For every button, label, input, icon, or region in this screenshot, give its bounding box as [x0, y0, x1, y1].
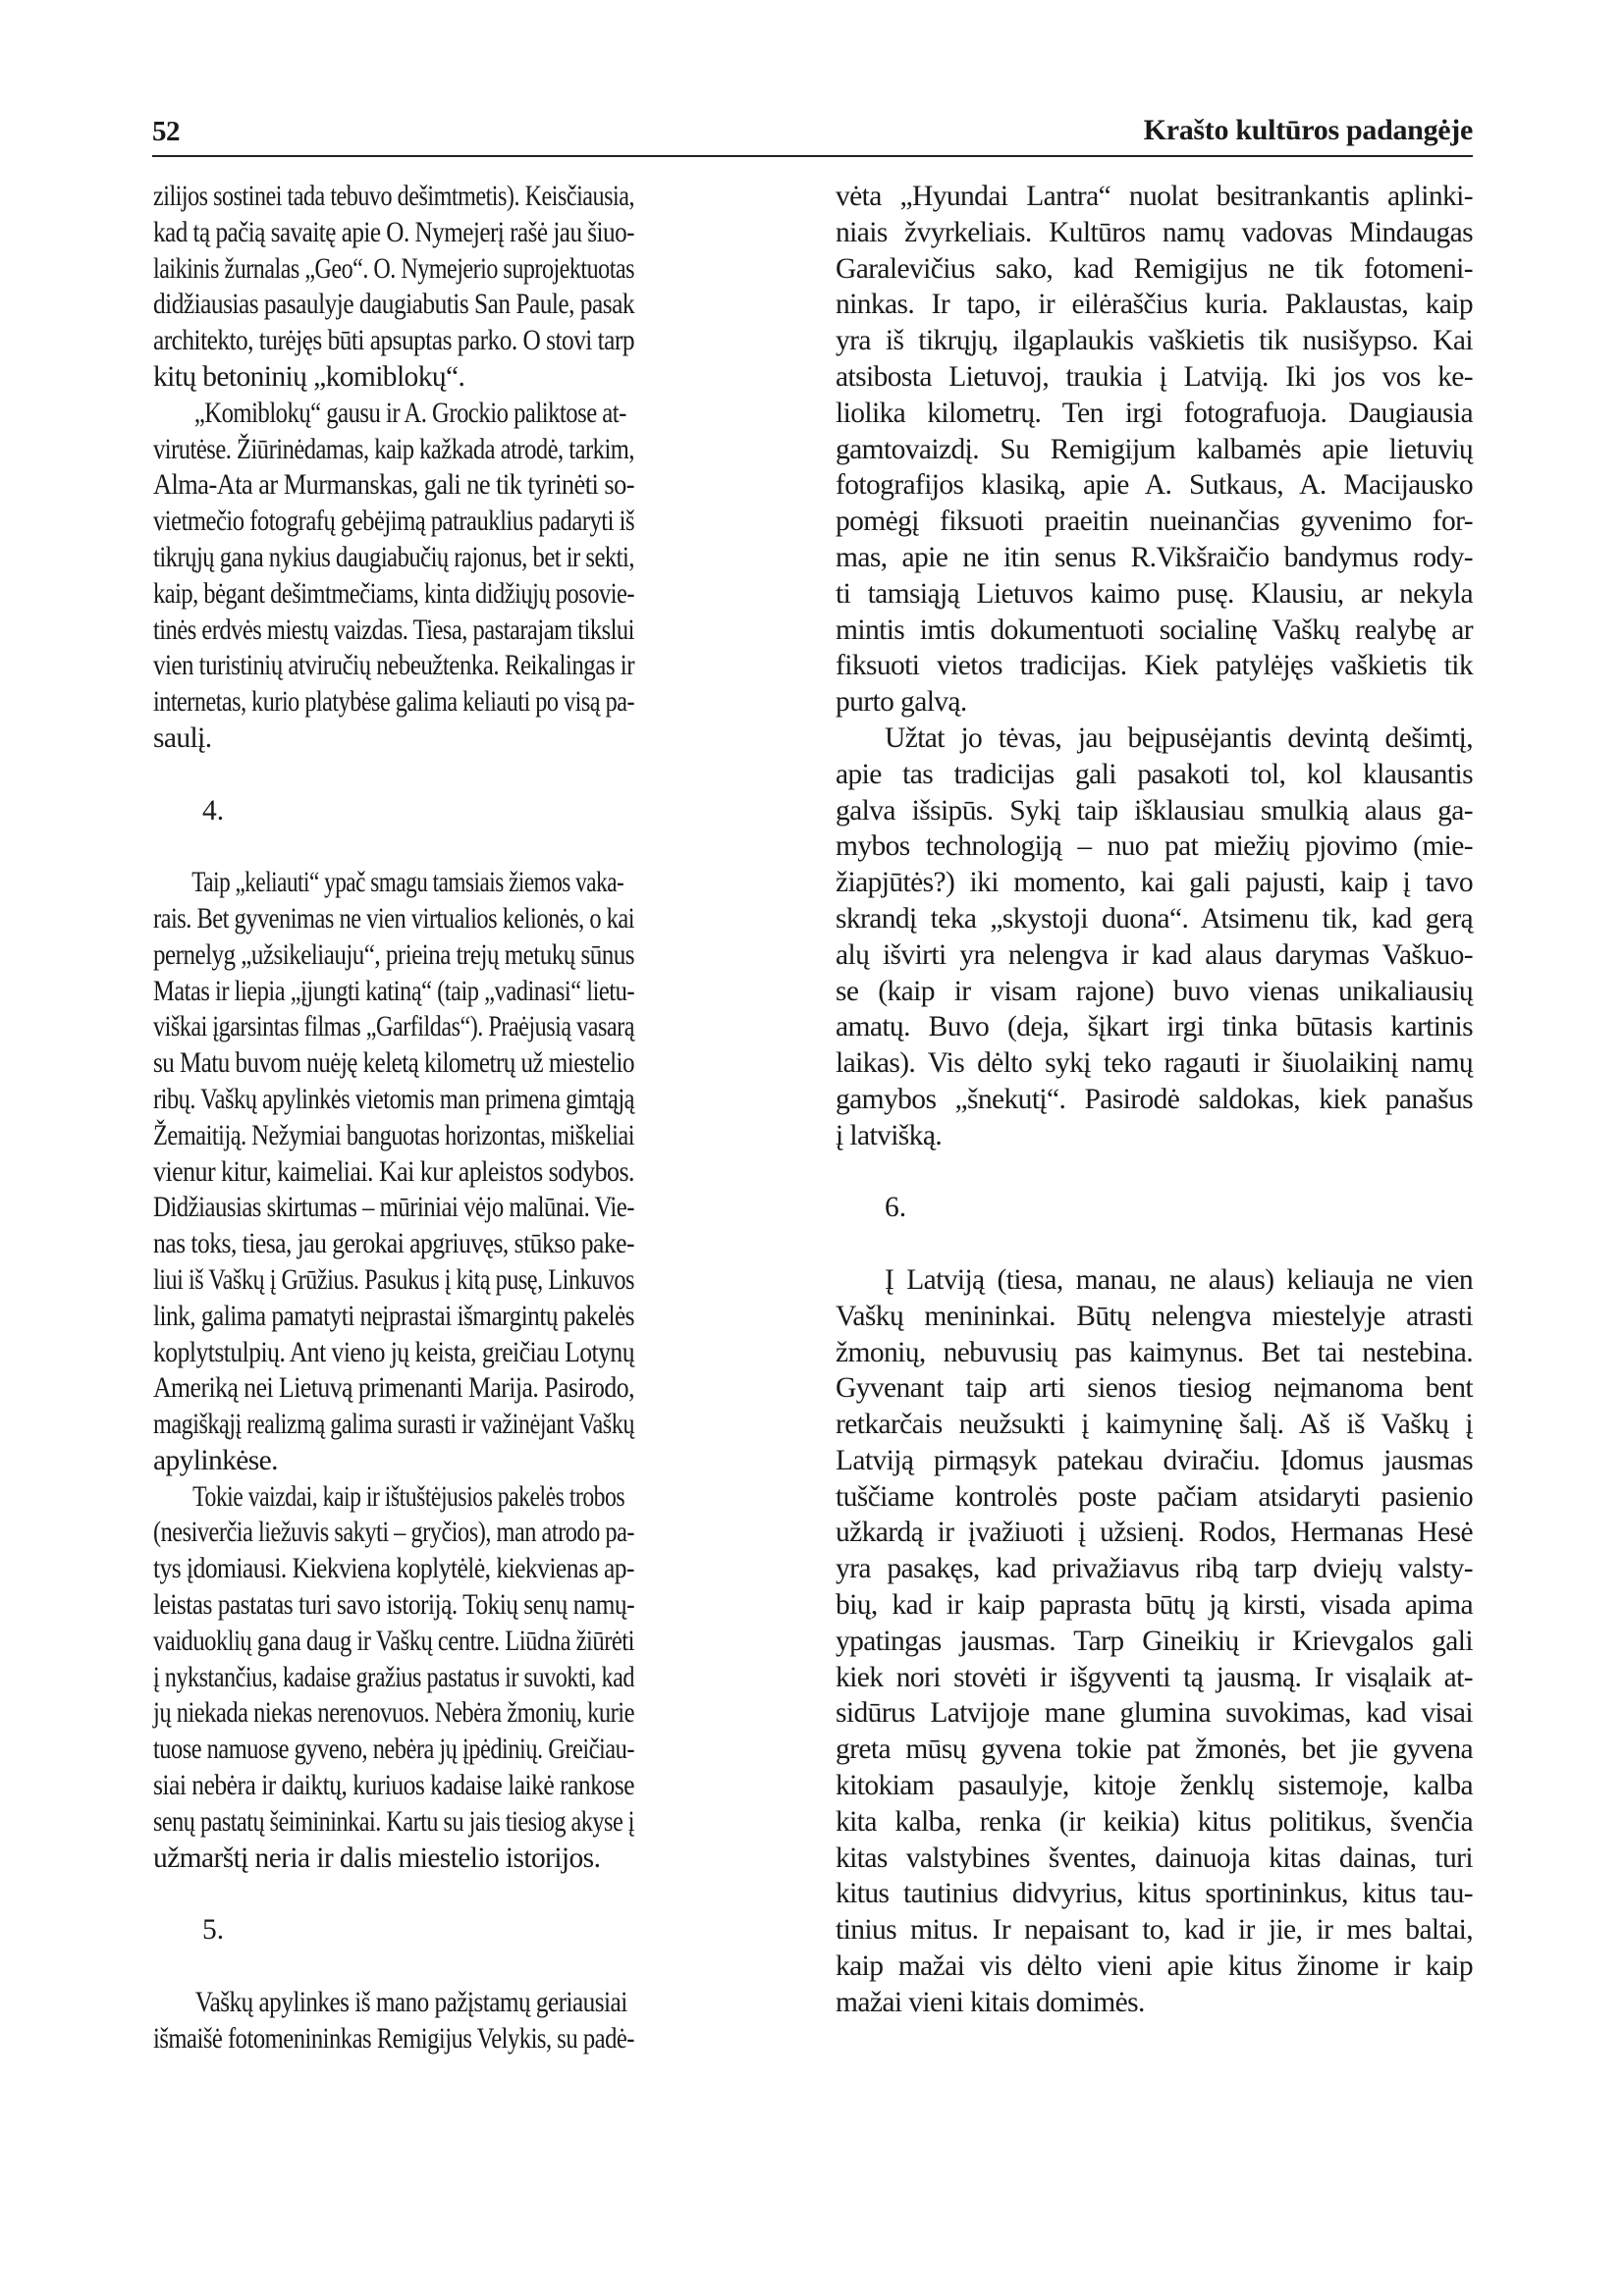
spacer [153, 757, 634, 793]
text-line: Tokie vaizdai, kaip ir ištuštėjusios pakelės trobos [192, 1480, 625, 1513]
text-line: kitus tautinius didvyrius, kitus sportininkus, kitus tau- [836, 1878, 1473, 1910]
text-line: į nykstančius, kadaise gražius pastatus ir suvokti, kad [153, 1661, 634, 1693]
text-line: skrandį teka „skystoji duona“. Atsimenu tik, kad gerą [836, 902, 1473, 934]
section-number-6: 6. [885, 1192, 907, 1224]
paragraph [153, 1479, 634, 1877]
text-line: Latviją pirmąsyk patekau dviračiu. Įdomus jausmas [836, 1444, 1473, 1476]
spacer [836, 1154, 1473, 1191]
text-line: Vaškų apylinkes iš mano pažįstamų geriausiai [194, 1986, 627, 2018]
text-line: architekto, turėjęs būti apsuptas parko. O stovi tarp [153, 325, 634, 357]
text-line: se (kaip ir visam rajone) buvo vienas unikaliausių [836, 975, 1473, 1007]
text-line: jų niekada niekas nerenovuos. Nebėra žmonių, kurie [153, 1697, 635, 1730]
text-line: ribų. Vaškų apylinkės vietomis man primena gimtąją [153, 1083, 635, 1115]
text-line: Taip „keliauti“ ypač smagu tamsiais žiemos vaka- [191, 867, 624, 899]
text-line: zilijos sostinei tada tebuvo dešimtmetis). Keisčiausia, [153, 181, 635, 212]
text-line: bių, kad ir kaip paprasta būtų ją kirsti, visada apima [836, 1589, 1473, 1622]
text-line: koplytstulpių. Ant vieno jų keista, greičiau Lotynų [153, 1336, 634, 1368]
text-line: retkarčais neužsukti į kaimyninę šalį. Aš iš Vaškų į [836, 1409, 1473, 1441]
paragraph [153, 1985, 634, 2057]
text-line: galva išsipūs. Sykį taip išklausiau smulkią alaus ga- [836, 794, 1473, 827]
text-line: žiapjūtės?) iki momento, kai gali pajusti, kaip į tavo [836, 867, 1473, 899]
text-line: link, galima pamatyti neįprastai išmargintų pakelės [153, 1300, 634, 1332]
text-line: vaiduoklių gana daug ir Vaškų centre. Liūdna žiūrėti [153, 1625, 634, 1657]
text-line: kitų betoninių „komiblokų“. [153, 360, 465, 393]
text-line: kitokiam pasaulyje, kitoje ženklų sistemoje, kalba [836, 1770, 1473, 1802]
text-line: ninkas. Ir tapo, ir eilėraščius kuria. Paklaustas, kaip [836, 289, 1473, 321]
spacer [153, 828, 634, 865]
text-line: ypatingas jausmas. Tarp Gineikių ir Krievgalos gali [836, 1625, 1473, 1657]
text-line: žmonių, nebuvusių pas kaimynus. Bet tai nestebina. [836, 1336, 1473, 1368]
paragraph [836, 1262, 1473, 2021]
text-line: (nesiverčia liežuvis sakyti – gryčios), man atrodo pa- [153, 1517, 635, 1549]
text-line: alų išvirti yra nelengva ir kad alaus darymas Vaškuo- [836, 938, 1473, 971]
text-line: mas, apie ne itin senus R.Vikšraičio bandymus rody- [836, 541, 1473, 573]
text-line: tikrųjų gana nykius daugiabučių rajonus, bet ir sekti, [153, 541, 634, 573]
spacer [153, 1876, 634, 1912]
text-line: Vaškų menininkai. Būtų nelengva miestelyje atrasti [836, 1300, 1473, 1332]
text-line: fotografijos klasiką, apie A. Sutkaus, A. Macijausko [836, 469, 1473, 502]
text-line: Matas ir liepia „įjungti katiną“ (taip „vadinasi“ lietu- [153, 975, 634, 1007]
text-line: virutėse. Žiūrinėdamas, kaip kažkada atrodė, tarkim, [153, 433, 635, 465]
text-line: greta mūsų gyvena tokie pat žmonės, bet jie gyvena [836, 1734, 1473, 1766]
text-line: gamybos „šnekutį“. Pasirodė saldokas, kiek panašus [836, 1083, 1473, 1115]
paragraph [153, 396, 634, 757]
text-line: internetas, kurio platybėse galima keliauti po visą pa- [153, 686, 635, 719]
text-line: Ameriką nei Lietuvą primenanti Marija. Pasirodo, [153, 1372, 634, 1405]
text-line: kaip mažai vis dėlto vieni apie kitus žinome ir kaip [836, 1950, 1473, 1983]
text-line: didžiausias pasaulyje daugiabutis San Paule, pasak [153, 289, 635, 321]
text-line: Užtat jo tėvas, jau beįpusėjantis devintą dešimtį, [885, 721, 1473, 754]
text-line: kiek nori stovėti ir išgyventi tą jausmą. Ir visąlaik at- [836, 1661, 1473, 1693]
text-line: kaip, bėgant dešimtmečiams, kinta didžiųjų posovie- [153, 577, 635, 610]
running-title: Krašto kultūros padangėje [1143, 114, 1473, 146]
text-line: vietmečio fotografų gebėjimą patrauklius padaryti iš [153, 506, 635, 538]
left-column [153, 179, 634, 2056]
text-line: viškai įgarsintas filmas „Garfildas“). Praėjusią vasarą [153, 1011, 634, 1043]
text-line: siai nebėra ir daiktų, kuriuos kadaise laikė rankose [153, 1770, 634, 1802]
text-line: tys įdomiausi. Kiekviena koplytėlė, kiekvienas ap- [153, 1553, 634, 1585]
text-line: apie tas tradicijas gali pasakoti tol, kol klausantis [836, 758, 1473, 790]
text-line: leistas pastatas turi savo istoriją. Tokių senų namų- [153, 1589, 635, 1622]
text-line: Į Latviją (tiesa, manau, ne alaus) keliauja ne vien [885, 1263, 1473, 1296]
text-line: apylinkėse. [153, 1444, 278, 1476]
right-column [836, 179, 1473, 2021]
text-line: gamtovaizdį. Su Remigijum kalbamės apie lietuvių [836, 433, 1473, 465]
text-line: išmaišė fotomenininkas Remigijus Velykis, su padė- [153, 2022, 635, 2055]
text-line: liui iš Vaškų į Grūžius. Pasukus į kitą pusę, Linkuvos [153, 1263, 634, 1296]
paragraph [153, 865, 634, 1479]
text-line: tuščiame kontrolės poste pačiam atsidaryti pasienio [836, 1480, 1473, 1513]
spacer [836, 1226, 1473, 1262]
text-line: atsibosta Lietuvoj, traukia į Latviją. Iki jos vos ke- [836, 360, 1473, 393]
text-line: magiškąjį realizmą galima surasti ir važinėjant Vaškų [153, 1409, 634, 1441]
text-line: Gyvenant taip arti sienos tiesiog neįmanoma bent [836, 1372, 1473, 1405]
text-line: niais žvyrkeliais. Kultūros namų vadovas Mindaugas [836, 216, 1473, 248]
page-number: 52 [152, 116, 180, 147]
text-line: yra iš tikrųjų, ilgaplaukis vaškietis tik nusišypso. Kai [836, 325, 1473, 357]
text-line: laikinis žurnalas „Geo“. O. Nymejerio suprojektuotas [153, 252, 635, 285]
section-number-4: 4. [202, 794, 225, 827]
text-line: senų pastatų šeimininkai. Kartu su jais tiesiog akyse į [153, 1805, 634, 1838]
paragraph [153, 179, 634, 396]
text-line: nas toks, tiesa, jau gerokai apgriuvęs, stūkso pake- [153, 1228, 634, 1260]
text-line: su Matu buvom nuėję keletą kilometrų už miestelio [153, 1047, 634, 1080]
text-line: Didžiausias skirtumas – mūriniai vėjo malūnai. Vie- [153, 1192, 634, 1224]
text-line: tinės erdvės miestų vaizdas. Tiesa, pastarajam tikslui [153, 614, 634, 646]
text-line: užkardą ir įvažiuoti į užsienį. Rodos, Hermanas Hesė [836, 1517, 1473, 1549]
text-line: rais. Bet gyvenimas ne vien virtualios kelionės, o kai [153, 902, 635, 934]
text-line: sidūrus Latvijoje mane glumina suvokimas, kad visai [836, 1697, 1473, 1730]
text-line: amatų. Buvo (deja, šįkart irgi tinka būtasis kartinis [836, 1011, 1473, 1043]
text-line: mintis imtis dokumentuoti socialinę Vaškų realybę ar [836, 614, 1473, 646]
text-line: vien turistinių atviručių nebeužtenka. Reikalingas ir [153, 650, 635, 682]
page-header [152, 110, 1473, 155]
text-line: vėta „Hyundai Lantra“ nuolat besitrankantis aplinki- [836, 181, 1473, 212]
text-line: kita kalba, renka (ir keikia) kitus politikus, švenčia [836, 1805, 1473, 1838]
paragraph [836, 179, 1473, 721]
section-number-5: 5. [202, 1914, 225, 1947]
text-line: į latvišką. [836, 1119, 943, 1151]
text-line: mybos technologiją – nuo pat miežių pjovimo (mie- [836, 830, 1473, 863]
text-line: Žemaitiją. Nežymiai banguotas horizontas, miškeliai [153, 1119, 634, 1151]
text-line: pomėgį fiksuoti praeitin nueinančias gyvenimo for- [836, 506, 1473, 538]
text-line: saulį. [153, 721, 212, 754]
text-line: kad tą pačią savaitę apie O. Nymejerį rašė jau šiuo- [153, 216, 635, 248]
text-line: vienur kitur, kaimeliai. Kai kur apleistos sodybos. [153, 1155, 634, 1188]
text-line: Garalevičius sako, kad Remigijus ne tik fotomeni- [836, 252, 1473, 285]
text-line: užmarštį neria ir dalis miestelio istorijos. [153, 1842, 601, 1874]
paragraph [836, 721, 1473, 1154]
text-line: tuose namuose gyveno, nebėra jų įpėdinių. Greičiau- [153, 1734, 634, 1766]
text-line: pernelyg „užsikeliauju“, prieina trejų metukų sūnus [153, 938, 635, 971]
spacer [153, 1949, 634, 1985]
text-line: „Komiblokų“ gausu ir A. Grockio paliktose at- [193, 397, 626, 429]
text-line: purto galvą. [836, 686, 967, 719]
text-line: kitas valstybines šventes, dainuoja kitas dainas, turi [836, 1842, 1473, 1874]
text-line: liolika kilometrų. Ten irgi fotografuoja. Daugiausia [836, 397, 1473, 429]
text-line: mažai vieni kitais domimės. [836, 1986, 1145, 2018]
header-rule [152, 155, 1473, 157]
text-line: laikas). Vis dėlto sykį teko ragauti ir šiuolaikinį namų [836, 1047, 1473, 1080]
text-line: tinius mitus. Ir nepaisant to, kad ir jie, ir mes baltai, [836, 1914, 1473, 1947]
text-line: Alma-Ata ar Murmanskas, gali ne tik tyrinėti so- [153, 469, 634, 502]
text-line: yra pasakęs, kad privažiavus ribą tarp dviejų valsty- [836, 1553, 1473, 1585]
text-line: ti tamsiąją Lietuvos kaimo pusę. Klausiu, ar nekyla [836, 577, 1473, 610]
text-line: fiksuoti vietos tradicijas. Kiek patylėjęs vaškietis tik [836, 650, 1473, 682]
